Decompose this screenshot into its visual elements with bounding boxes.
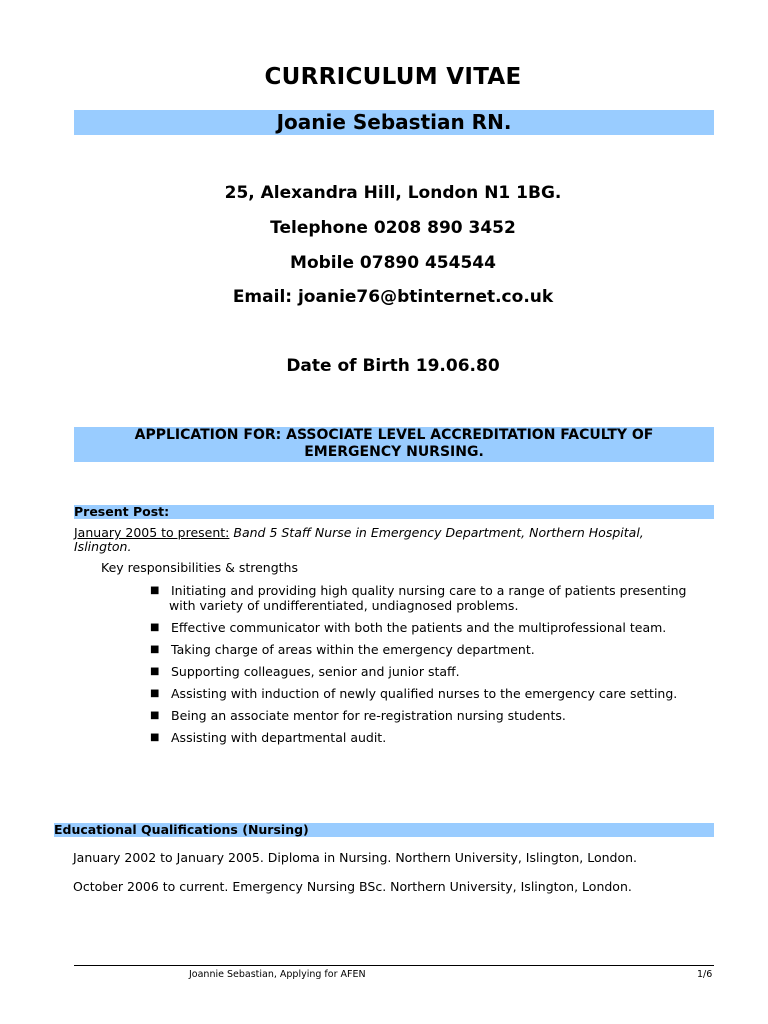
email: Email: joanie76@btinternet.co.uk [232, 287, 554, 307]
present-post-bar [74, 505, 714, 519]
education-bar [54, 823, 714, 837]
footer-text: Joannie Sebastian, Applying for AFEN [189, 969, 366, 980]
page-number: 1/6 [697, 969, 713, 980]
responsibilities-list [150, 583, 731, 745]
bullet-icon: ■ [150, 710, 160, 721]
address: 25, Alexandra Hill, London N1 1BG. [224, 183, 562, 203]
responsibilities-heading: Key responsibilities & strengths [101, 560, 298, 575]
bullet-icon: ■ [150, 688, 160, 699]
bullet-icon: ■ [150, 732, 160, 743]
list-item: ■ Assisting with departmental audit. [150, 730, 387, 745]
list-item: ■ Initiating and providing high quality nursing care to a range of patients presenting [150, 583, 687, 598]
present-post-date: January 2005 to present: [74, 525, 230, 540]
bullet-icon: ■ [150, 666, 160, 677]
name-banner [74, 110, 714, 135]
present-post-heading: Present Post: [74, 504, 170, 519]
telephone: Telephone 0208 890 3452 [270, 218, 516, 238]
application-banner [74, 427, 714, 462]
footer-divider [74, 965, 714, 966]
present-post-role-line-1: Band 5 Staff Nurse in Emergency Department, Northern Hospital, [229, 525, 644, 540]
present-post-role [74, 526, 714, 554]
application-line-2: EMERGENCY NURSING. [304, 444, 484, 460]
candidate-name: Joanie Sebastian RN. [276, 110, 512, 134]
application-line-1: APPLICATION FOR: ASSOCIATE LEVEL ACCREDITATION FACULTY OF [134, 427, 654, 443]
present-post-role-line-2: Islington. [74, 539, 132, 554]
bullet-icon: ■ [150, 644, 160, 655]
bullet-icon: ■ [150, 585, 160, 596]
list-item: ■ Taking charge of areas within the emergency department. [150, 642, 535, 657]
bullet-icon: ■ [150, 622, 160, 633]
list-item: ■ Effective communicator with both the patients and the multiprofessional team. [150, 620, 667, 635]
document-title: CURRICULUM VITAE [264, 64, 522, 90]
list-item: ■ Supporting colleagues, senior and junior staff. [150, 664, 460, 679]
education-item-1: January 2002 to January 2005. Diploma in Nursing. Northern University, Islington, London. [73, 850, 638, 865]
mobile: Mobile 07890 454544 [290, 253, 496, 273]
list-item: ■ Being an associate mentor for re-registration nursing students. [150, 708, 566, 723]
education-heading: Educational Qualifications (Nursing) [54, 822, 309, 837]
education-item-2: October 2006 to current. Emergency Nursing BSc. Northern University, Islington, London. [73, 879, 632, 894]
date-of-birth: Date of Birth 19.06.80 [286, 356, 500, 376]
list-item-continuation: with variety of undifferentiated, undiagnosed problems. [169, 598, 519, 613]
list-item: ■ Assisting with induction of newly qualified nurses to the emergency care setting. [150, 686, 678, 701]
